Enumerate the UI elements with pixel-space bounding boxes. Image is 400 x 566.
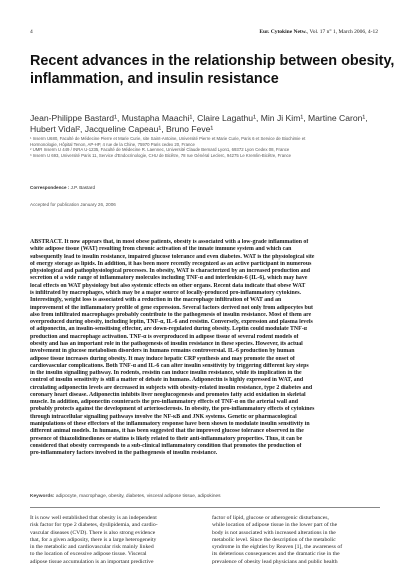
abstract-line: is infiltrated by macrophages, which may be a major source of locally-produced pro-inflammatory cytokines. (30, 289, 302, 296)
body-line: vascular diseases (CVD). There is also strong evidence (30, 529, 156, 536)
abstract-line: in the insulin signalling pathway. In rodents, resistin can induce insulin resistance, while its implication in the (30, 370, 302, 377)
abstract (30, 239, 380, 457)
abstract-line: subsequently lead to insulin resistance, impaired glucose tolerance and even diabetes. WAT is the physiological site (30, 253, 315, 260)
abstract-line: manipulations of these effectors of the inflammatory response have been shown to modulate insulin sensitivity in (30, 421, 310, 428)
title-line: Recent advances in the relationship between obesity, (30, 53, 395, 69)
correspondence-label: Correspondence : (30, 185, 70, 190)
abstract-line: physiological and pathophysiological processes. In obesity, WAT is characterized by an increased production and (30, 268, 311, 275)
body-line: adipose tissue accumulation is an important predictive (30, 558, 154, 565)
abstract-line: production and macrophage activation. TNF-α is overproduced in adipose tissue of several rodent models of (30, 333, 299, 340)
body-line: while location of adipose tissue in the lower part of the (212, 522, 338, 529)
abstract-line: also from infiltrated macrophages probably contribute to the pathogenesis of insulin resistance. Most of them are (30, 311, 312, 318)
affiliation-line: ¹ Inserm U680, Faculté de Médecine Pierre et Marie Curie, site Saint-Antoine, Université Pierre et Marie Curie, Paris 6 et Service de Biochimie et (30, 136, 306, 141)
keywords-label: Keywords: (30, 494, 55, 499)
author-list (30, 113, 380, 134)
affiliation-line: ² UMR Inserm U 449 / INRA U-1235, Faculté de Médecine R. Laennec, Université Claude Bernard Lyon1, 69372 Lyon Cedex 08, France (30, 147, 290, 153)
abstract-line: considered that obesity corresponds to a sub-clinical inflammatory condition that promotes the production of (30, 442, 302, 449)
body-line: risk factor for type 2 diabetes, dyslipidemia, and cardio- (30, 522, 158, 529)
abstract-line: different animal models. In humans, it has been suggested that the improved glucose tolerance observed in the (30, 428, 304, 435)
abstract-line: pro-inflammatory factors involved in the pathogenesis of insulin resistance. (30, 450, 218, 457)
body-line: its deleterious consequences and the dramatic rise in the (212, 551, 340, 558)
abstract-line: circulating adiponectin levels are decreased in subjects with obesity-related insulin resistance, type 2 diabetes and (30, 384, 313, 391)
abstract-line: improvement of the inflammatory profile of gene expression. Several factors derived not only from adipocytes but (30, 304, 313, 311)
abstract-line: involvement in glucose metabolism disorders in humans remains controversial. IL-6 production by human (30, 348, 295, 355)
keywords-value: adipocyte, macrophage, obesity, diabetes, visceral adipose tissue, adipokines (55, 494, 221, 499)
abstract-line: of energy storage as lipids. In addition, it has been more recently recognized as an active participant in numerous (30, 260, 312, 267)
journal-header (206, 29, 378, 35)
abstract-line: white adipose tissue (WAT) resulting from chronic activation of the innate immune system and which can (30, 246, 292, 253)
abstract-line: overproduced during obesity, including leptin, TNF-α, IL-6 and resistin. Conversely, expression and plasma levels (30, 319, 313, 326)
abstract-line: adipose tissue increases during obesity. It may induce hepatic CRP synthesis and may promote the onset of (30, 355, 295, 362)
abstract-line: through intracellular signalling pathways involve the NF-κB and JNK systems. Genetic or pharmacological (30, 413, 297, 420)
body-line: to the location of excessive adipose tissue. Visceral (30, 551, 147, 558)
author-line: Hubert Vidal², Jacqueline Capeau¹, Bruno Feve¹ (30, 123, 214, 134)
body-line: factor of lipid, glucose or atherogenic disturbances, (212, 515, 329, 521)
affiliation-line: ³ Inserm U 693, Université Paris 11, Service d'Endocrinologie, CHU de Bicêtre, 78 rue Général Leclerc, 94275 Le Kremlin-Bicêtre, France (30, 153, 292, 159)
affiliation-line: Hormonologie, Hôpital Tenon, AP-HP, 4 rue de la Chine, 75970 Paris cedex 20, France (30, 141, 195, 147)
body-line: metabolic level. Since the description of the metabolic (212, 536, 336, 543)
body-line: that, for a given adiposity, there is a large heterogeneity (30, 536, 157, 543)
section-divider (30, 507, 380, 508)
affiliations (30, 136, 380, 159)
body-line: It is now well established that obesity is an independent (30, 515, 157, 521)
journal-name: Eur. Cytokine Netw. (259, 29, 307, 35)
journal-details: , Vol. 17 n° 1, March 2006, 4-12 (306, 29, 378, 35)
body-line: in the metabolic and cardiovascular risk mainly linked (30, 544, 154, 550)
title-line: inflammation, and insulin resistance (30, 71, 279, 87)
abstract-line: ABSTRACT. It now appears that, in most obese patients, obesity is associated with a low-grade inflammation of (30, 239, 309, 245)
keywords (30, 494, 380, 500)
article-title (30, 52, 395, 88)
abstract-line: of adiponectin, an insulin-sensitising effector, are down-regulated during obesity. Leptin could modulate TNF-α (30, 326, 307, 333)
abstract-line: local effects on WAT physiology but also systemic effects on other organs. Recent data indicate that obese WAT (30, 282, 306, 289)
body-line: syndrome in the eighties by Reaven [1], the awareness of (212, 544, 343, 550)
abstract-line: coronary heart disease. Adiponectin inhibits liver neoglucogenesis and promotes fatty acid oxidation in skeletal (30, 391, 306, 398)
abstract-line: Interestingly, weight loss is associated with a reduction in the macrophage infiltration of WAT and an (30, 297, 282, 304)
accepted-date: Accepted for publication January 26, 2006 (30, 202, 116, 207)
abstract-line: secretion of a wide range of inflammatory molecules including TNF-α and interleukin-6 (IL-6), which may have (30, 275, 308, 282)
body-line: prevalence of obesity lead physicians and public health (212, 558, 338, 565)
abstract-line: cardiovascular complications. Both TNF-α and IL-6 can alter insulin sensitivity by triggering different key steps (30, 362, 309, 369)
page-number: 4 (30, 29, 33, 35)
abstract-line: muscle. In addition, adiponectin counteracts the pro-inflammatory effects of TNF-α on the arterial wall and (30, 399, 298, 406)
abstract-line: presence of thiazolidinediones or statins is likely related to their anti-inflammatory properties. Thus, it can be (30, 435, 303, 442)
correspondence (30, 185, 380, 191)
correspondence-value: J.P. Bastard (70, 185, 96, 190)
body-column-right (212, 515, 382, 566)
abstract-line: probably protects against the development of arteriosclerosis. In obesity, the pro-inflammatory effects of cytokines (30, 406, 315, 413)
body-column-left (30, 515, 200, 566)
author-line: Jean-Philippe Bastard¹, Mustapha Maachi¹, Claire Lagathu¹, Min Ji Kim¹, Martine Caron¹, (30, 113, 368, 123)
body-line: body is not associated with increased alterations in the (212, 529, 336, 536)
abstract-line: obesity and has an important role in the pathogenesis of insulin resistance in these species. However, its actual (30, 340, 303, 347)
abstract-line: control of insulin sensitivity is still a matter of debate in humans. Adiponectin is highly expressed in WAT, and (30, 377, 304, 384)
